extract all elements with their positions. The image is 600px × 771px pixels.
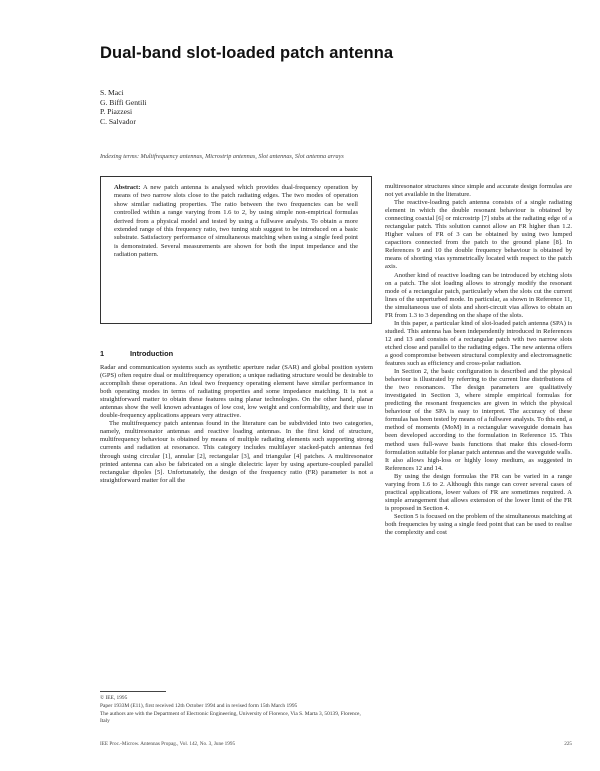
author-name: C. Salvador (100, 116, 136, 126)
abstract (114, 184, 358, 260)
section-number: 1 (100, 349, 105, 358)
right-column (385, 183, 572, 537)
author-name: G. Biffi Gentili (100, 97, 147, 107)
page-number: 225 (564, 741, 572, 747)
page-footer (100, 741, 572, 747)
abstract-label: Abstract: (114, 184, 141, 191)
footnote-rule (100, 691, 166, 692)
footnote-received: Paper 1933M (E11), first received 12th October 1994 and in revised form 15th March 1995 (100, 703, 298, 709)
section-title: Introduction (130, 349, 174, 358)
footnote-affiliation: The authors are with the Department of Electronic Engineering, University of Florence, Via S. Marta 3, 50139, Florence, Italy (100, 711, 361, 724)
paragraph: The reactive-loading patch antenna consists of a single radiating element in which the double resonant behaviour is obtained by connecting coaxial [6] or microstrip [7] stubs at the radiating edge of a rectangular patch. This solution cannot allow an FR higher than 1.2. Higher values of FR of 3 can be obtained by using two lumped capacitors connected from the patch to the ground plane [8]. In References 9 and 10 the double frequency behaviour is obtained by means of shorting vias symmetrically located with respect to the patch axis. (385, 199, 572, 271)
author-list (100, 88, 146, 126)
author-name: S. Maci (100, 88, 124, 97)
paragraph: Section 5 is focused on the problem of the simultaneous matching at both frequencies by using a single feed point that can be used to realise the complexity and cost (385, 512, 572, 537)
footnotes (100, 695, 372, 726)
paragraph: The multifrequency patch antennas found in the literature can be subdivided into two categories, namely, multiresonator antennas and reactive loading antennas. In the first kind of structure, multifrequency behaviour is obtained by means of multiple radiating elements such supporting strong currents and radiation at resonance. This category includes multilayer stacked-patch antennas fed through using circular [1], annular [2], rectangular [3], and triangular [4] patches. A multiresonator printed antenna can also be fabricated on a single dielectric layer by using aperture-coupled parallel rectangular dipoles [5]. Unfortunately, the design of the frequency ratio (FR) parameter is not a straightforward matter for all the (100, 420, 373, 484)
indexing-terms: Indexing terms: Multifrequency antennas, Microstrip antennas, Slot antennas, Slot antenna arrays (100, 153, 344, 160)
paragraph: Another kind of reactive loading can be introduced by etching slots on a patch. The slot loading allows to strongly modify the resonant mode of a rectangular patch, particularly when the slots cut the current lines of the unperturbed mode. In particular, as shown in Reference 11, the simultaneous use of slots and short-circuit vias allows to obtain an FR from 1.3 to 3 depending on the shape of the slots. (385, 271, 572, 319)
paragraph: By using the design formulas the FR can be varied in a range varying from 1.6 to 2. Although this range can cover several cases of practical applications, lower values of FR are sometimes required. A simple arrangement that allows extension of the lower limit of the FR is proposed in Section 4. (385, 472, 572, 512)
paragraph: multiresonator structures since simple and accurate design formulas are not yet available in the literature. (385, 183, 572, 199)
paragraph: In this paper, a particular kind of slot-loaded patch antenna (SPA) is studied. This antenna has been independently introduced in References 12 and 13 and consists of a rectangular patch with two narrow slots etched close and parallel to the radiating edges. The new antenna offers a good compromise between structural complexity and electromagnetic features such as efficiency and cross-polar radiation. (385, 319, 572, 368)
journal-citation: IEE Proc.-Microw. Antennas Propag., Vol. 142, No. 3, June 1995 (100, 741, 236, 747)
section-heading (100, 349, 173, 358)
paragraph: In Section 2, the basic configuration is described and the physical behaviour is illustrated by referring to the current line distributions of the two resonances. The design parameters are qualitatively investigated in Section 3, where simple empirical formulas for predicting the resonant frequencies are given in which the physical behaviour of the SPA is easy to interpret. The accuracy of these formulas has been tested by means of a fullwave analysis. To this end, a method of moments (MoM) in a rectangular waveguide domain has been developed according to the formulation in Reference 15. This method uses full-wave basis functions that make this closed-form formulation suitable for planar patch antennas and the waveguide walls. It also allows high-loss or highly lossy medium, as suggested in References 12 and 14. (385, 368, 572, 472)
paragraph: Radar and communication systems such as synthetic aperture radar (SAR) and global position system (GPS) often require dual or multifrequency operation; a unique radiating structure would be desirable to accomplish these operations. An ideal two frequency operating element have similar performance in both operating modes in terms of radiating properties and some impedance matching. It is not a straightforward matter to obtain these features using planar technologies. On the other hand, planar antennas show the well known advantages of low cost, low weight and conformability, and their use in double-frequency applications appears very attractive. (100, 364, 373, 420)
paper-title: Dual-band slot-loaded patch antenna (100, 44, 394, 62)
author-name: P. Piazzesi (100, 107, 133, 117)
footnote-copyright: © IEE, 1995 (100, 695, 128, 701)
left-column (100, 364, 373, 485)
abstract-body: A new patch antenna is analysed which provides dual-frequency operation by means of two narrow slots close to the patch radiating edges. The two modes of operation show similar radiating properties. The ratio between the two frequencies can be well controlled within a range varying from 1.6 to 2, by using simple non-empirical formulas derived from a physical model and tested by using a fullwave analysis. To obtain a more extended range of this frequency ratio, two tuning stub suggest to be introduced on a basic substrate. Satisfactory performance of simultaneous matching when using a single feed point is demonstrated. Several measurements are shown for both the input impedance and the radiation pattern. (114, 184, 358, 259)
